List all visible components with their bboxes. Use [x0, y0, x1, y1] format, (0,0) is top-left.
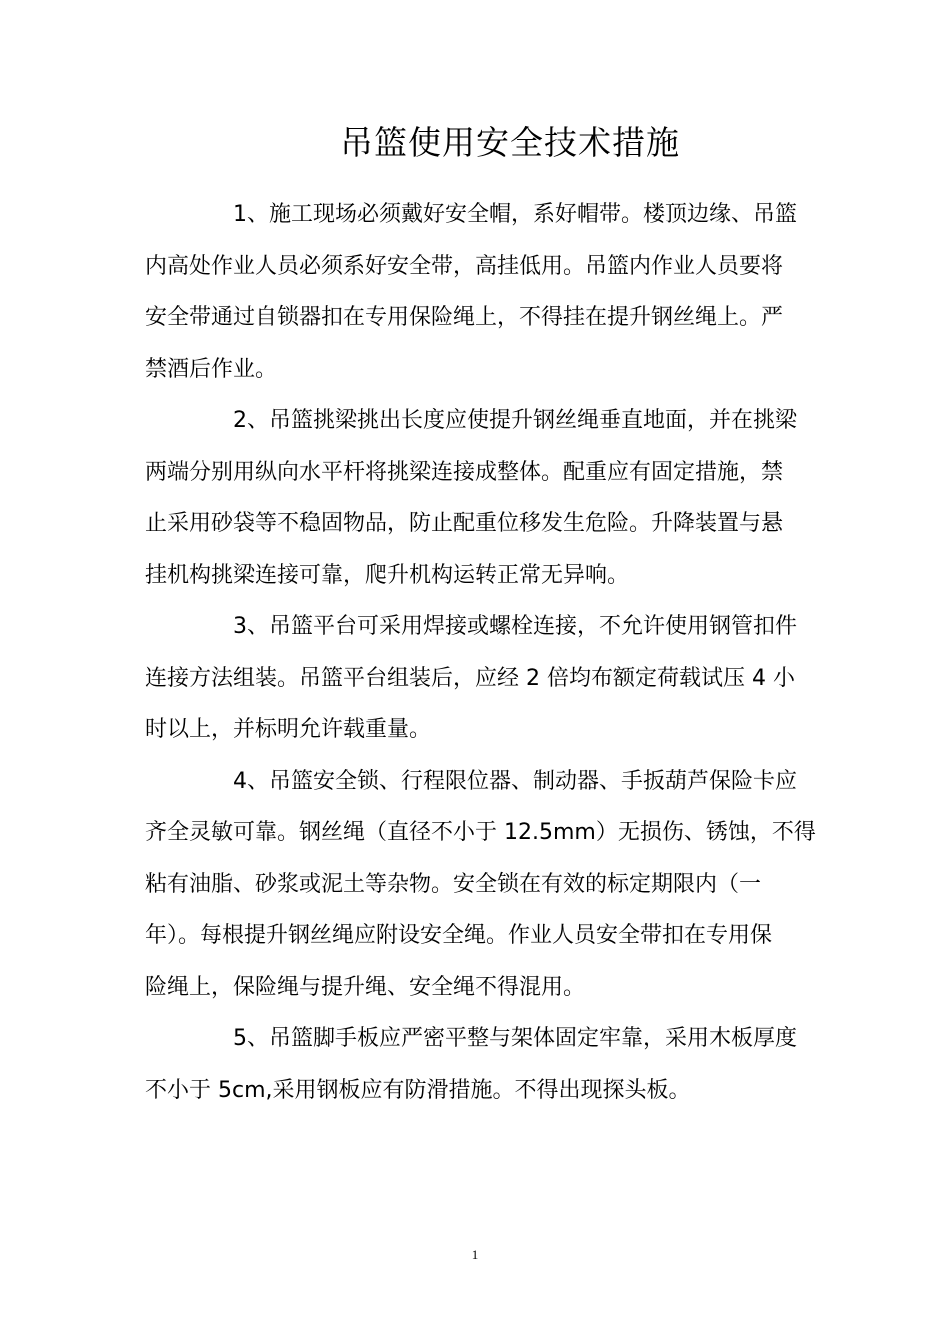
paragraph-1-line-4: 禁酒后作业。 [145, 356, 278, 382]
paragraph-4-line-4: 年）。每根提升钢丝绳应附设安全绳。作业人员安全带扣在专用保 [145, 923, 773, 948]
page-number: 1 [471, 1247, 479, 1262]
paragraph-4-line-3: 粘有油脂、砂浆或泥土等杂物。安全锁在有效的标定期限内（一 [145, 871, 762, 897]
document-title: 吊篮使用安全技术措施 [340, 123, 680, 162]
paragraph-2-line-3: 止采用砂袋等不稳固物品，防止配重位移发生危险。升降装置与悬 [145, 511, 784, 536]
paragraph-1-line-2: 内高处作业人员必须系好安全带，高挂低用。吊篮内作业人员要将 [145, 253, 784, 279]
paragraph-3-line-2: 连接方法组装。吊篮平台组装后，应经 2 倍均布额定荷载试压 4 小 [145, 665, 795, 691]
paragraph-3-line-1: 3、吊篮平台可采用焊接或螺栓连接，不允许使用钢管扣件 [233, 614, 797, 639]
paragraph-5-line-2: 不小于 5cm,采用钢板应有防滑措施。不得出现探头板。 [145, 1077, 691, 1103]
paragraph-4-line-2: 齐全灵敏可靠。钢丝绳（直径不小于 12.5mm）无损伤、锈蚀，不得 [145, 820, 816, 845]
paragraph-2-line-1: 2、吊篮挑梁挑出长度应使提升钢丝绳垂直地面，并在挑梁 [233, 408, 797, 433]
paragraph-3-line-3: 时以上，并标明允许载重量。 [145, 717, 432, 742]
paragraph-2-line-4: 挂机构挑梁连接可靠，爬升机构运转正常无异响。 [145, 562, 630, 588]
paragraph-2-line-2: 两端分别用纵向水平杆将挑梁连接成整体。配重应有固定措施，禁 [145, 459, 784, 485]
paragraph-1-line-3: 安全带通过自锁器扣在专用保险绳上，不得挂在提升钢丝绳上。严 [145, 305, 784, 330]
paragraph-4-line-5: 险绳上，保险绳与提升绳、安全绳不得混用。 [145, 974, 586, 1000]
paragraph-1-line-1: 1、施工现场必须戴好安全帽，系好帽带。楼顶边缘、吊篮 [233, 202, 797, 227]
document-body [145, 189, 816, 1116]
paragraph-4-line-1: 4、吊篮安全锁、行程限位器、制动器、手扳葫芦保险卡应 [233, 768, 797, 794]
paragraph-5-line-1: 5、吊篮脚手板应严密平整与架体固定牢靠，采用木板厚度 [233, 1026, 797, 1051]
